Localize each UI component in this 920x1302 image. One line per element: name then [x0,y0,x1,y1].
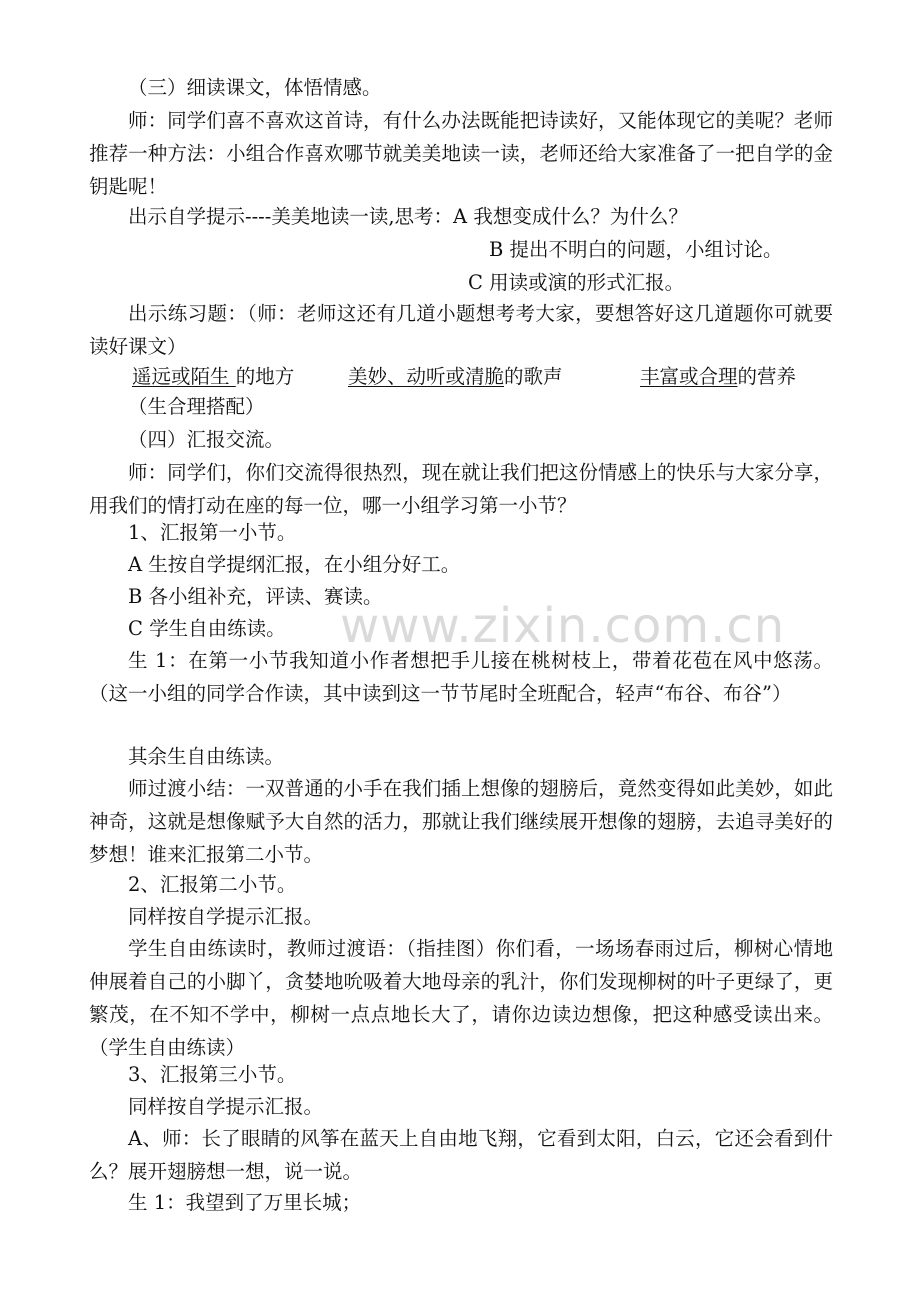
report-3-note: 同样按自学提示汇报。 [128,1095,324,1118]
student-1-paragraph: 生 1：在第一小节我知道小作者想把手儿接在桃树枝上，带着花苞在风中悠荡。（这一小组的同学合作读，其中读到这一节节尾时全班配合，轻声“布谷、布谷”） [89,649,833,705]
teacher-exchange-paragraph: 师：同学们，你们交流得很热烈，现在就让我们把这份情感上的快乐与大家分享，用我们的情打动在座的每一位，哪一小组学习第一小节？ [89,461,833,517]
student-1-answer: 生 1：我望到了万里长城； [128,1191,362,1214]
prompt-item-b: B 提出不明白的问题，小组讨论。 [489,238,783,261]
teacher-summary-paragraph: 师过渡小结：一双普通的小手在我们插上想像的翅膀后，竟然变得如此美妙，如此神奇，这就是想像赋予大自然的活力，那就让我们继续展开想像的翅膀，去追寻美好的梦想！谁来汇报第二小节。 [89,777,833,866]
report-1-item-a: A 生按自学提纲汇报，在小组分好工。 [128,553,461,576]
teacher-transition-paragraph: 学生自由练读时，教师过渡语：（指挂图）你们看，一场场春雨过后，柳树心情地伸展着自己的小脚丫，贪婪地吮吸着大地母亲的乳汁，你们发现柳树的叶子更绿了，更繁茂，在不知不学中，柳树一点点地长大了，请你边读边想像，把这种感受读出来。（学生自由练读） [89,937,833,1059]
report-step-2: 2、汇报第二小节。 [128,873,297,896]
teacher-intro-paragraph: 师：同学们喜不喜欢这首诗，有什么办法既能把诗读好，又能体现它的美呢？老师推荐一种方法：小组合作喜欢哪节就美美地读一读，老师还给大家准备了一把自学的金钥匙呢！ [89,109,833,198]
phrase-suffix-3: 的营养 [737,365,797,388]
student-match-note: （生合理搭配） [128,395,265,418]
answer-underline-3: 丰富或合理 [640,365,738,388]
report-step-1: 1、汇报第一小节。 [128,521,297,544]
report-1-item-b: B 各小组补充，评读、赛读。 [128,585,383,608]
phrase-suffix-1: 的地方 [235,365,295,388]
exercise-phrase-3 [640,360,796,393]
answer-underline-1: 遥远或陌生 [132,365,236,388]
prompt-item-c: C 用读或演的形式汇报。 [468,271,685,294]
section-heading-3: （三）细读课文，体悟情感。 [128,76,382,99]
free-practice-note: 其余生自由练读。 [128,745,285,768]
section-heading-4: （四）汇报交流。 [128,428,285,451]
watermark: www.zixin.com.cn [340,598,786,654]
exercise-phrase-2 [348,360,563,393]
report-1-item-c: C 学生自由练读。 [128,617,286,640]
answer-underline-2: 美妙、动听或清脆 [348,365,505,388]
report-step-3: 3、汇报第三小节。 [128,1063,297,1086]
phrase-suffix-2: 的歌声 [504,365,563,388]
kite-question-paragraph: A、师：长了眼睛的风筝在蓝天上自由地飞翔，它看到太阳，白云，它还会看到什么？展开翅膀想一想，说一说。 [89,1127,833,1183]
exercise-paragraph: 出示练习题：（师：老师这还有几道小题想考考大家，要想答好这几道题你可就要读好课文） [89,302,833,358]
report-2-note: 同样按自学提示汇报。 [128,905,324,928]
exercise-phrase-1 [132,360,294,393]
self-study-prompt: 出示自学提示----美美地读一读,思考：A 我想变成什么？为什么？ [128,205,688,228]
